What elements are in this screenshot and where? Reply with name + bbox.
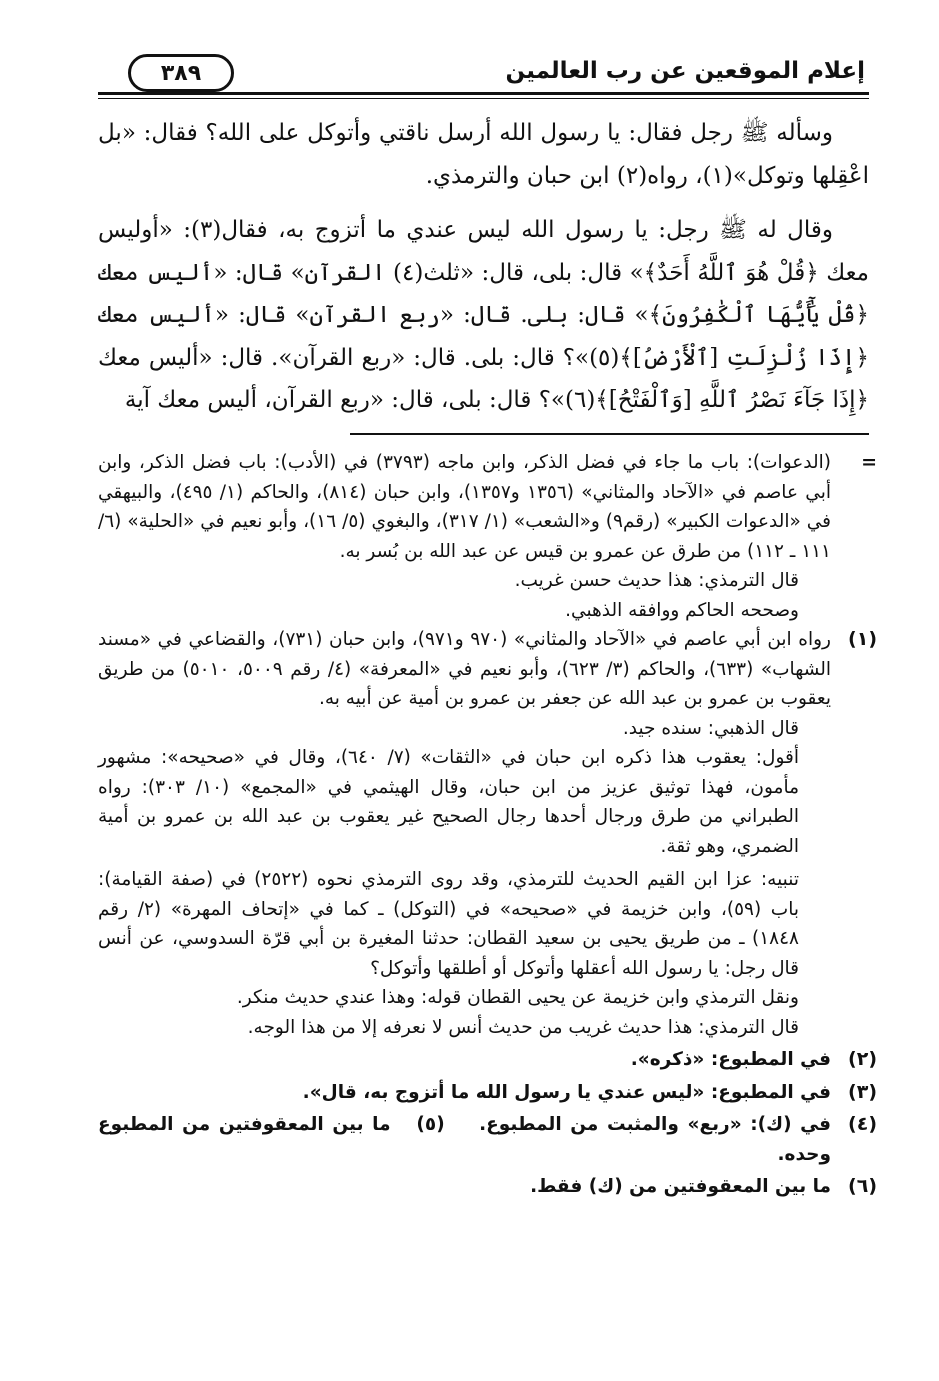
footnote-paragraph: قال الترمذي: هذا حديث غريب من حديث أنس لا نعرفه إلا من هذا الوجه. bbox=[247, 1016, 799, 1038]
footnote-paragraph: رواه ابن أبي عاصم في «الآحاد والمثاني» (٩٧٠ و٩٧١)، وابن حبان (٧٣١)، والقضاعي في «مسند الشهاب» (٦٣٣)، والحاكم (٣/ ٦٢٣)، وأبو نعيم في «المعرفة» (٤/ رقم ٥٠٠٩، ٥٠١٠) من طريق يعقوب بن عمرو بن عبد الله عن جعفر بن عمرو بن أمية عن أبيه به. bbox=[98, 629, 831, 709]
main-text bbox=[98, 112, 869, 422]
footnote-paragraph: (الدعوات): باب ما جاء في فضل الذكر، وابن ماجه (٣٧٩٣) في (الأدب): باب فضل الذكر، وابن أبي عاصم في «الآحاد والمثاني» (١٣٥٦ و١٣٥٧)، وابن حبان (٨١٤)، والحاكم (١/ ٤٩٥)، والبيهقي في «الدعوات الكبير» (رقم٩) و«الشعب» (١/ ٣١٧)، والبغوي (٥/ ١٦)، وأبو نعيم في «الحلية» (٦/ ١١١ ـ ١١٢) من طرق عن عمرو بن قيس عن عبد الله بن بُسر به. bbox=[98, 452, 832, 562]
main-paragraph-1: وسأله ﷺ رجل فقال: يا رسول الله أرسل ناقتي وأتوكل على الله؟ فقال: «بل اعْقِلها وتوكل»(١)، رواه(٢) ابن حبان والترمذي. bbox=[98, 120, 869, 189]
footnote-marker: (٤) bbox=[848, 1113, 877, 1135]
footnote-paragraph: في (ك): «ربع» والمثبت من المطبوع. (٥) ما بين المعقوفتين من المطبوع وحده. bbox=[91, 1114, 831, 1165]
footnote-marker: (٦) bbox=[848, 1175, 877, 1197]
footnote-paragraph: قال الترمذي: هذا حديث حسن غريب. bbox=[514, 570, 799, 591]
running-title: إعلام الموقعين عن رب العالمين bbox=[505, 58, 865, 84]
footnote-paragraph: أقول: يعقوب هذا ذكره ابن حبان في «الثقات» (٧/ ٦٤٠)، وقال في «صحيحه»: مشهور مأمون، فهذا توثيق عزيز من ابن حبان، وقال الهيثمي في «المجمع» (١٠/ ٣٠٣): رواه الطبراني من طرق ورجال أحدها رجال الصحيح غير يعقوب بن عبد الله بن عمرو بن أمية الضمري، وهو ثقة. bbox=[98, 747, 799, 857]
footnote-paragraph: وصححه الحاكم ووافقه الذهبي. bbox=[565, 599, 799, 621]
footnote-paragraph: في المطبوع: «ليس عندي يا رسول الله ما أتزوج به، قال». bbox=[302, 1081, 831, 1103]
footnote-separator bbox=[350, 433, 869, 435]
main-paragraph-2: وقال له ﷺ رجل: يا رسول الله ليس عندي ما أتزوج به، فقال(٣): «أوليس معك ﴿قُلْ هُوَ ٱللَّهُ أَحَدٌ﴾» قال: بلى، قال: «ثلث(٤) القرآن» قال: «أليس معك ﴿قُلْ يَٰٓأَيُّهَا ٱلْكَٰفِرُونَ﴾» قال: بلى. قال: «ربع القرآن» قال: «أليس معك ﴿إِذَا زُلْزِلَتِ [ٱلْأَرْضُ]﴾(٥)»؟ قال: بلى. قال: «ربع القرآن». قال: «أليس معك ﴿إِذَا جَآءَ نَصْرُ ٱللَّهِ [وَٱلْفَتْحُ]﴾(٦)»؟ قال: بلى، قال: «ربع القرآن، أليس معك آية bbox=[98, 217, 869, 413]
footnote-paragraph: ونقل الترمذي وابن خزيمة عن يحيى القطان قوله: وهذا عندي حديث منكر. bbox=[236, 987, 799, 1008]
footnote-2 bbox=[98, 1045, 877, 1075]
footnotes bbox=[91, 448, 877, 1202]
footnote-marker: (١) bbox=[848, 628, 877, 650]
footnote-3 bbox=[98, 1078, 877, 1108]
footnote-paragraph: في المطبوع: «ذكره». bbox=[630, 1049, 831, 1070]
footnote-paragraph: تنبيه: عزا ابن القيم الحديث للترمذي، وقد روى الترمذي نحوه (٢٥٢٢) في (صفة القيامة): باب (٥٩)، وابن خزيمة في «صحيحه» في (التوكل) ـ كما في «إتحاف المهرة» (٢/ رقم ١٨٤٨) ـ من طريق يحيى بن سعيد القطان: حدثنا المغيرة بن أبي قرّة السدوسي، عن أنس قال رجل: يا رسول الله أعقلها وأتوكل أو أطلقها وأتوكل؟ bbox=[98, 869, 800, 979]
footnote-1 bbox=[98, 625, 877, 1042]
footnote-4 bbox=[91, 1110, 877, 1169]
footnote-paragraph: ما بين المعقوفتين من (ك) فقط. bbox=[530, 1176, 831, 1197]
footnote-marker: (٢) bbox=[848, 1048, 877, 1070]
footnote-marker: (٣) bbox=[848, 1080, 877, 1103]
header-rule-thin bbox=[98, 98, 869, 99]
header-rule-thick bbox=[98, 92, 869, 95]
page-number: ٣٨٩ bbox=[128, 54, 234, 92]
footnote-paragraph: قال الذهبي: سنده جيد. bbox=[622, 717, 799, 739]
footnote-marker: = bbox=[861, 451, 877, 473]
footnote-continued bbox=[98, 448, 877, 625]
footnote-6 bbox=[98, 1172, 877, 1202]
page-header bbox=[98, 58, 869, 94]
